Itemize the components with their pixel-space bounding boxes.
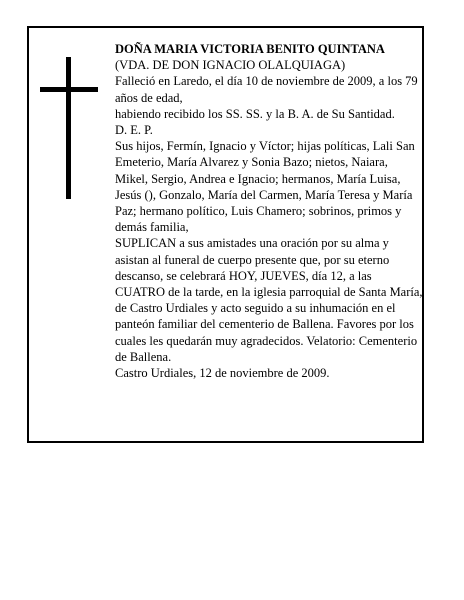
funeral-request: SUPLICAN a sus amistades una oración por su alma y asistan al funeral de cuerpo presente que, por su eterno descanso, se celebrará HOY, JUEVES, día 12, a las CUATRO de la tarde, en la iglesia parroquial de Santa María, de Castro Urdiales y acto seguido a su inhumación en el panteón familiar del cementerio de Ballena. Favores por los cuales les quedarán muy agradecidos. Velatorio: Cementerio de Ballena. (115, 236, 423, 364)
sacraments-line: habiendo recibido los SS. SS. y la B. A. de Su Santidad. (115, 106, 395, 121)
rip-line: D. E. P. (115, 123, 153, 138)
obituary-notice (27, 26, 424, 443)
family-list: Sus hijos, Fermín, Ignacio y Víctor; hijas políticas, Lali San Emeterio, María Alvarez y Sonia Bazo; nietos, Naiara, Mikel, Sergio, Andrea e Ignacio; hermanos, María Luisa, Jesús (), Gonzalo, María del Carmen, María Teresa y María Paz; hermano político, Luis Chamero; sobrinos, primos y demás familia, (115, 139, 415, 235)
cross-vertical-bar (66, 57, 71, 199)
death-details: Falleció en Laredo, el día 10 de noviembre de 2009, a los 79 años de edad, (115, 74, 418, 105)
deceased-name: DOÑA MARIA VICTORIA BENITO QUINTANA (115, 42, 385, 56)
place-date-line: Castro Urdiales, 12 de noviembre de 2009. (115, 366, 330, 381)
cross-icon (40, 57, 98, 199)
widow-of-line: (VDA. DE DON IGNACIO OLALQUIAGA) (115, 58, 346, 73)
notice-text (115, 41, 423, 381)
cross-horizontal-bar (40, 87, 98, 92)
